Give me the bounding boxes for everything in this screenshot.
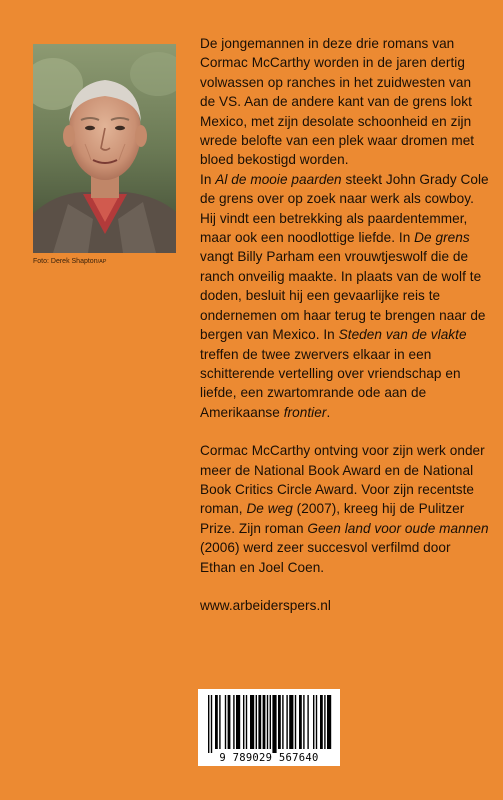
barcode-bar	[299, 695, 302, 749]
blurb-paragraph-intro: De jongemannen in deze drie romans van Cormac McCarthy worden in de jaren dertig volwassen op ranches in het zuidwesten van de VS. Aan de andere kant van de grens lokt Mexico, met zijn desolate schoonheid en zijn wrede belofte van een plek waar dromen met bloed bekostigd worden.	[200, 36, 475, 168]
barcode-bar	[320, 695, 323, 749]
photo-credit	[33, 257, 183, 267]
text-run: (2007), kreeg hij de Pulitzer Prize. Zijn roman	[200, 501, 465, 536]
barcode-bar	[211, 695, 212, 753]
barcode-bar	[327, 695, 331, 749]
barcode-bar	[270, 695, 271, 749]
barcode-bar	[263, 695, 266, 749]
barcode-bar	[324, 695, 325, 749]
isbn-barcode	[198, 689, 340, 766]
barcode-bar	[250, 695, 254, 749]
barcode-bar	[307, 695, 308, 749]
author-portrait-image	[33, 44, 176, 253]
barcode-bar	[303, 695, 304, 749]
barcode-bar	[282, 695, 283, 749]
book-title-all-the-pretty-horses: Al de mooie paarden	[215, 171, 342, 187]
barcode-bar	[295, 695, 296, 749]
barcode-bar	[219, 695, 220, 749]
photo-credit-name: Foto: Derek Shapton	[33, 258, 98, 265]
text-run: (2006) werd zeer succesvol verfilmd door Ethan en Joel Coen.	[200, 540, 451, 575]
italic-word-frontier: frontier	[283, 404, 327, 420]
author-photo	[33, 44, 176, 253]
blurb-paragraph-author	[200, 441, 490, 577]
text-run: steekt John Grady Cole de grens over op zoek naar werk als cowboy. Hij vindt een betrekking als paardentemmer, maar ook een noodlottige liefde. In	[200, 171, 489, 246]
barcode-bar	[215, 695, 218, 749]
barcode-bar	[228, 695, 231, 749]
barcode-bar	[208, 695, 209, 753]
book-title-the-road: De weg	[246, 501, 293, 517]
barcode-bar	[233, 695, 234, 749]
barcode-bar	[286, 695, 287, 749]
barcode-bar	[278, 695, 281, 749]
blurb-text	[200, 34, 490, 615]
barcode-bar	[267, 695, 268, 749]
barcode-bar	[236, 695, 240, 749]
photo-credit-agency: /AP	[97, 259, 107, 265]
barcode-bar	[225, 695, 226, 749]
barcode-bar	[316, 695, 317, 749]
barcode-bar	[246, 695, 247, 749]
barcode-bar	[258, 695, 261, 749]
book-title-no-country-for-old-men: Geen land voor oude mannen	[307, 520, 489, 536]
book-title-cities-of-the-plain: Steden van de vlakte	[338, 327, 467, 343]
text-run: .	[326, 404, 331, 420]
isbn-number: 9 789029 567640	[219, 752, 319, 764]
text-run: treffen de twee zwervers elkaar in een schitterende vertelling over vriendschap en liefde, een zwartomrande ode aan de Amerikaanse	[200, 346, 461, 420]
barcode-bar	[243, 695, 244, 749]
publisher-website: www.arbeiderspers.nl	[200, 597, 331, 613]
barcode-bar	[289, 695, 293, 749]
text-run: In	[200, 171, 216, 187]
text-run: Cormac McCarthy ontving voor zijn werk onder meer de National Book Award en de National Book Critics Circle Award. Voor zijn recentste roman,	[200, 443, 485, 517]
barcode-bar	[272, 695, 276, 753]
barcode-bar	[256, 695, 257, 749]
book-title-the-crossing: De grens	[414, 230, 470, 246]
barcode-bar	[313, 695, 314, 749]
text-run: vangt Billy Parham een vrouwtjeswolf die de ranch onveilig maakte. In plaats van de wolf te doden, besluit hij een gevaarlijke reis te ondernemen om haar terug te brengen naar de bergen van Mexico. In	[200, 249, 486, 343]
blurb-paragraph-novels	[200, 170, 490, 422]
